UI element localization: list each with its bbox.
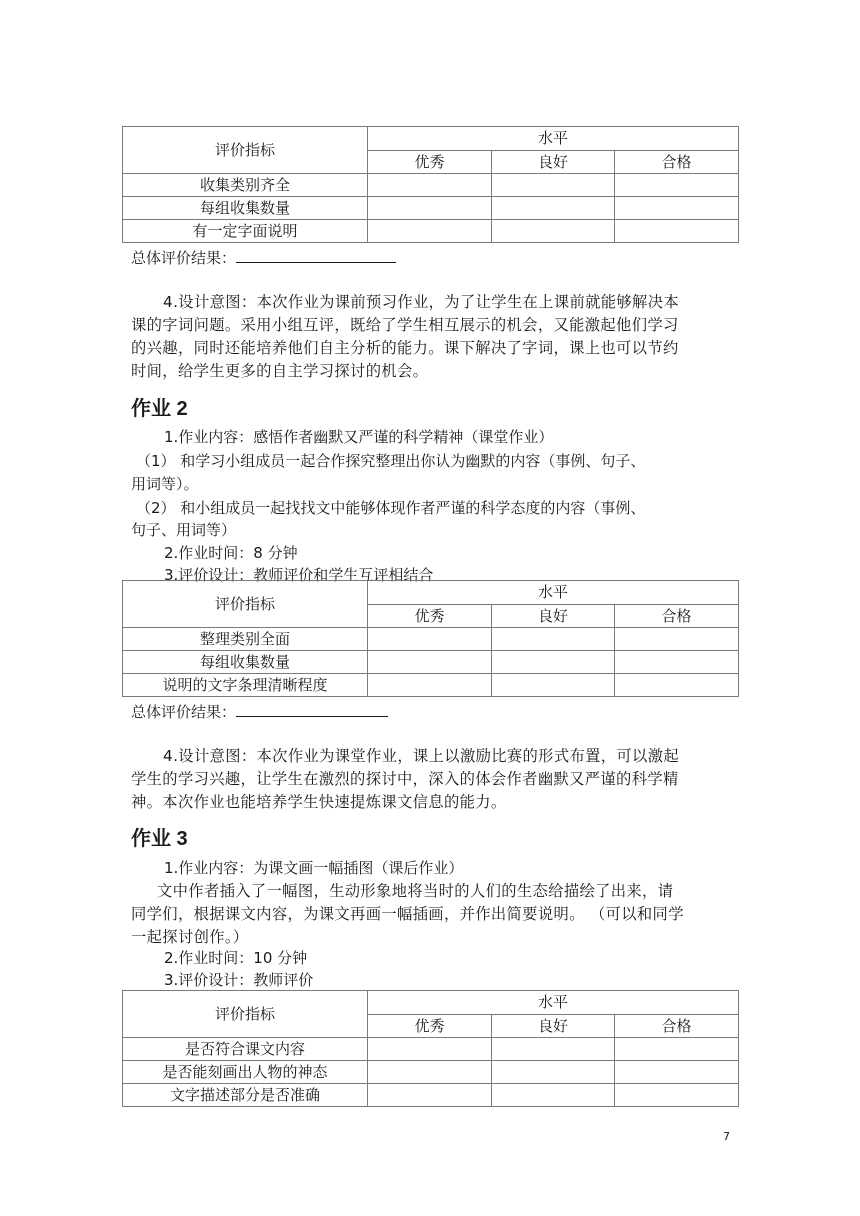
level-pass: 合格 [615, 1014, 739, 1038]
indicator-header: 评价指标 [123, 127, 368, 174]
paragraph-line: 同学们，根据课文内容，为课文再画一幅插画，并作出简要说明。 （可以和同学 [131, 905, 684, 923]
hw2-item2-line1: （2） 和小组成员一起找找文中能够体现作者严谨的科学态度的内容（事例、 [136, 499, 646, 517]
paragraph-line: 一起探讨创作。） [131, 928, 249, 946]
homework-2-heading: 作业 2 [131, 398, 188, 420]
indicator-cell: 整理类别全面 [123, 628, 368, 651]
hw2-item1-line2: 用词等）。 [131, 475, 199, 493]
table-row [123, 197, 739, 220]
overall-result-label: 总体评价结果： [131, 249, 237, 267]
paragraph-line: 的兴趣，同时还能培养他们自主分析的能力。课下解决了字词，课上也可以节约 [131, 339, 679, 357]
design-intent-1 [131, 291, 741, 383]
hw3-content: 1.作业内容：为课文画一幅插图（课后作业） [164, 859, 464, 877]
hw2-item1-line1: （1） 和学习小组成员一起合作探究整理出你认为幽默的内容（事例、句子、 [136, 452, 646, 470]
hw3-description [131, 880, 741, 949]
indicator-cell: 每组收集数量 [123, 197, 368, 220]
paragraph-line: 学生的学习兴趣，让学生在激烈的探讨中，深入的体会作者幽默又严谨的科学精 [131, 770, 679, 788]
result-blank [236, 702, 388, 717]
indicator-header: 评价指标 [123, 581, 368, 628]
table-row [123, 174, 739, 197]
level-excellent: 优秀 [368, 1014, 492, 1038]
evaluation-table-2 [122, 580, 739, 697]
overall-result-line-1 [131, 246, 396, 270]
indicator-cell: 是否能刻画出人物的神态 [123, 1061, 368, 1084]
overall-result-label: 总体评价结果： [131, 703, 237, 721]
page-number: 7 [723, 1130, 730, 1143]
paragraph-line: 神。本次作业也能培养学生快速提炼课文信息的能力。 [131, 793, 507, 811]
overall-result-line-2 [131, 700, 388, 724]
indicator-header: 评价指标 [123, 991, 368, 1038]
level-pass: 合格 [615, 604, 739, 628]
table-row [123, 628, 739, 651]
hw2-item2-line2: 句子、用词等） [131, 521, 237, 539]
homework-3-heading: 作业 3 [131, 828, 188, 850]
hw3-eval: 3.评价设计：教师评价 [164, 971, 314, 989]
paragraph-line: 文中作者插入了一幅图，生动形象地将当时的人们的生态给描绘了出来，请 [157, 882, 674, 900]
indicator-cell: 收集类别齐全 [123, 174, 368, 197]
paragraph-line: 时间，给学生更多的自主学习探讨的机会。 [131, 362, 429, 380]
table-row [123, 1061, 739, 1084]
result-blank [236, 248, 396, 263]
hw2-content: 1.作业内容：感悟作者幽默又严谨的科学精神（课堂作业） [164, 428, 554, 446]
indicator-cell: 文字描述部分是否准确 [123, 1084, 368, 1107]
level-header: 水平 [368, 127, 739, 151]
table-row [123, 220, 739, 243]
indicator-cell: 每组收集数量 [123, 651, 368, 674]
level-header: 水平 [368, 581, 739, 605]
hw2-time: 2.作业时间：8 分钟 [164, 544, 298, 562]
level-pass: 合格 [615, 150, 739, 174]
table-row [123, 1038, 739, 1061]
indicator-cell: 说明的文字条理清晰程度 [123, 674, 368, 697]
paragraph-line: 4.设计意图：本次作业为课前预习作业，为了让学生在上课前就能够解决本 [163, 293, 679, 311]
table-row [123, 1084, 739, 1107]
indicator-cell: 有一定字面说明 [123, 220, 368, 243]
level-good: 良好 [492, 150, 615, 174]
table-row [123, 651, 739, 674]
table-row [123, 674, 739, 697]
level-good: 良好 [492, 604, 615, 628]
hw3-time: 2.作业时间：10 分钟 [164, 949, 308, 967]
evaluation-table-3 [122, 990, 739, 1107]
design-intent-2 [131, 745, 741, 814]
level-excellent: 优秀 [368, 604, 492, 628]
paragraph-line: 课的字词问题。采用小组互评，既给了学生相互展示的机会，又能激起他们学习 [131, 316, 679, 334]
level-header: 水平 [368, 991, 739, 1015]
level-excellent: 优秀 [368, 150, 492, 174]
indicator-cell: 是否符合课文内容 [123, 1038, 368, 1061]
evaluation-table-1 [122, 126, 739, 243]
hw2-eval: 3.评价设计：教师评价和学生互评相结合 [164, 566, 434, 584]
paragraph-line: 4.设计意图：本次作业为课堂作业，课上以激励比赛的形式布置，可以激起 [163, 747, 679, 765]
level-good: 良好 [492, 1014, 615, 1038]
